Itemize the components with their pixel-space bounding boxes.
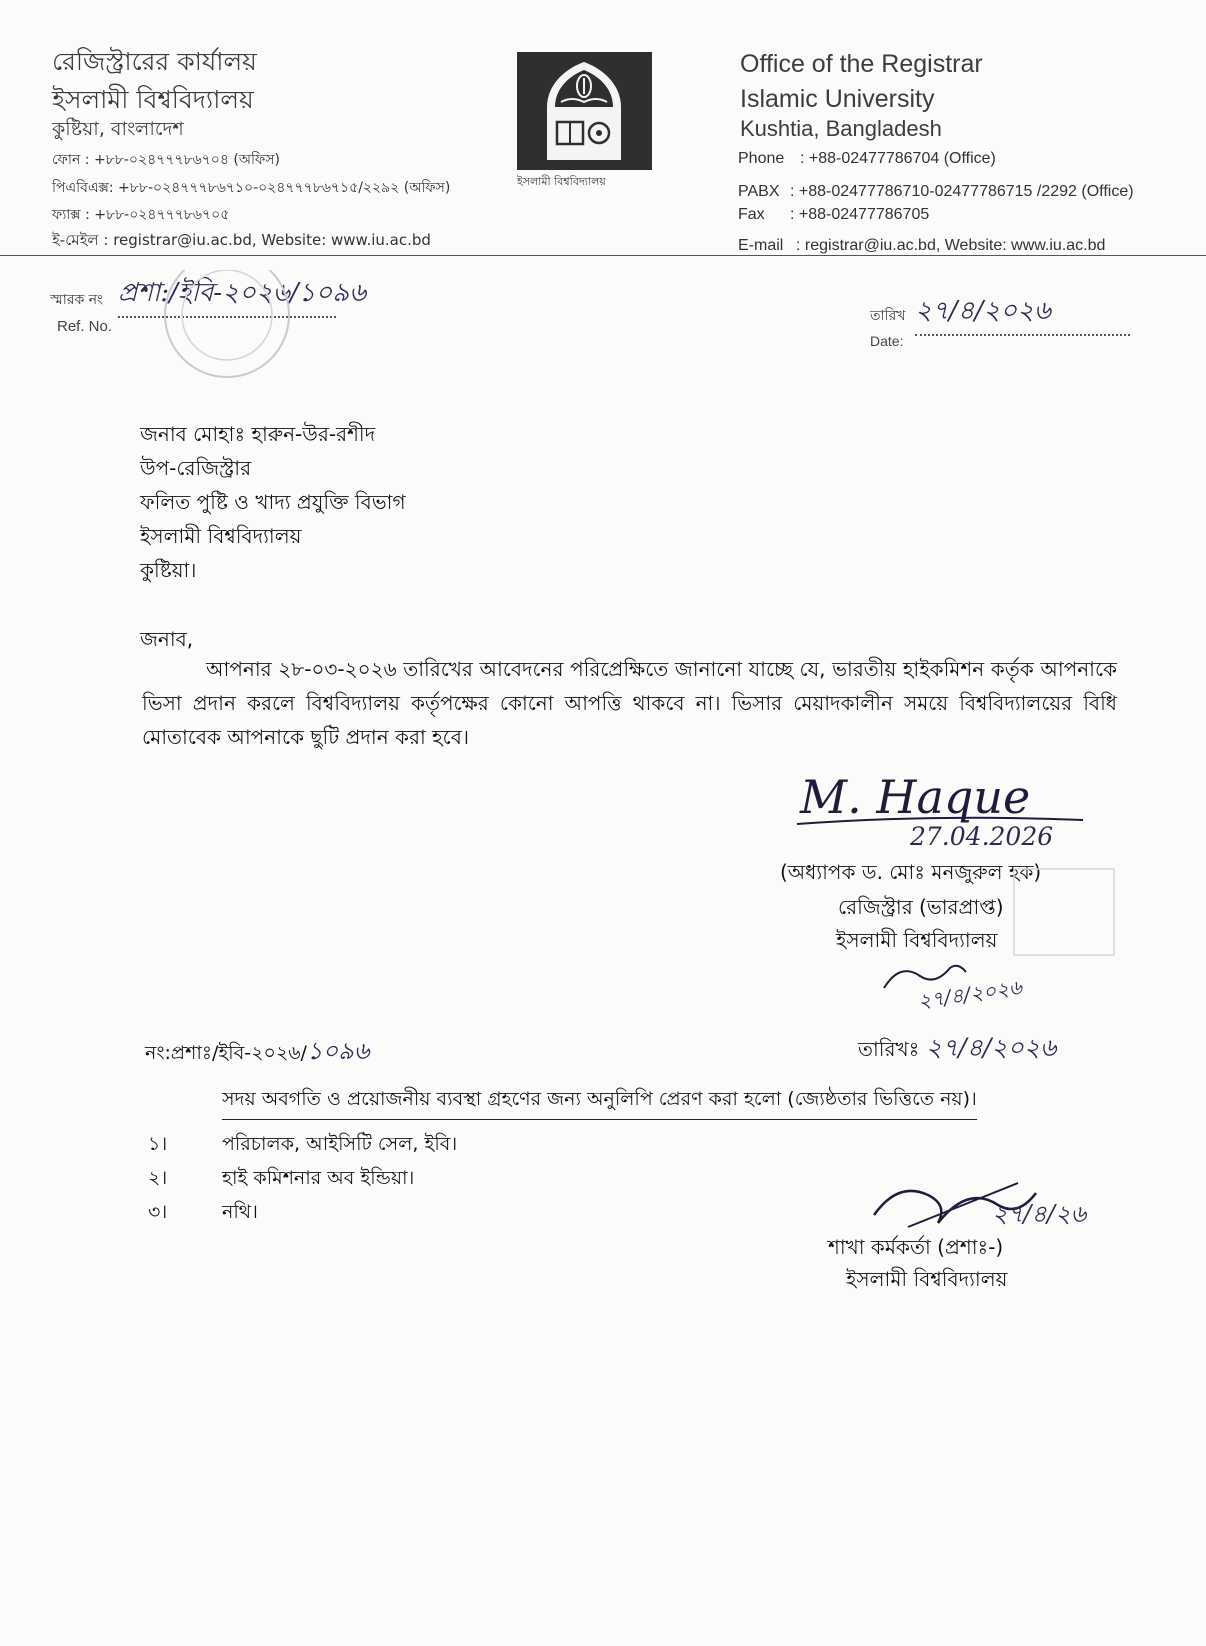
copy-ref-number: ১০৯৬ [306,1037,370,1065]
copy-item-3-num: ৩। [148,1201,168,1223]
registrar-signature-date: 27.04.2026 [910,822,1054,851]
initial-date: ২৭/৪/২০২৬ [916,974,1024,1014]
ref-label-en: Ref. No. [57,318,113,335]
copy-item-3-text: নথি। [222,1201,258,1223]
registrar-signature: M. Haque [800,770,1031,824]
header-bn-phone: ফোন : +৮৮-০২৪৭৭৭৮৬৭০৪ (অফিস) [52,152,280,168]
signatory-name: (অধ্যাপক ড. মোঃ মনজুরুল হক) [780,860,1042,884]
recipient-line-5: কুষ্টিয়া। [140,558,197,582]
header-en-phone [738,150,996,168]
header-bn-location: কুষ্টিয়া, বাংলাদেশ [52,118,184,140]
header-bn-email: ই-মেইল : registrar@iu.ac.bd, Website: www.iu.ac.bd [52,231,431,249]
email-value: : registrar@iu.ac.bd, Website: www.iu.ac.bd [796,237,1106,254]
phone-value: : +88-02477786704 (Office) [800,150,996,167]
university-logo [517,52,652,170]
email-label: E-mail [738,237,784,254]
ref-label-bn: স্মারক নং [50,292,104,308]
copy-note: সদয় অবগতি ও প্রয়োজনীয় ব্যবস্থা গ্রহণের জন্য অনুলিপি প্রেরণ করা হলো (জ্যেষ্ঠতার ভিত্তিতে নয়)। [222,1085,977,1120]
copy-ref-label: নং:প্রশাঃ/ইবি-২০২৬/ [145,1042,307,1064]
date-value: ২৭/৪/২০২৬ [915,290,1130,336]
copy-ref [145,1033,369,1073]
recipient-line-2: উপ-রেজিস্ট্রার [140,456,252,480]
copy-date-label: তারিখঃ [858,1037,920,1061]
recipient-line-1: জনাব মোহাঃ হারুন-উর-রশীদ [140,422,376,446]
copy-date [858,1028,1056,1071]
copy-item-1-num: ১। [148,1133,168,1155]
signatory-org: ইসলামী বিশ্ববিদ্যালয় [836,928,998,952]
copy-item-1-text: পরিচালক, আইসিটি সেল, ইবি। [222,1133,458,1155]
recipient-line-3: ফলিত পুষ্টি ও খাদ্য প্রযুক্তি বিভাগ [140,490,406,514]
copy-item-2-text: হাই কমিশনার অব ইন্ডিয়া। [222,1167,415,1189]
recipient-line-4: ইসলামী বিশ্ববিদ্যালয় [140,524,302,548]
copy-date-value: ২৭/৪/২০২৬ [925,1033,1057,1062]
copy-item-2-num: ২। [148,1167,168,1189]
header-bn-office: রেজিস্ট্রারের কার্যালয় [52,47,257,76]
phone-label: Phone [738,150,785,167]
signatory-title: রেজিস্ট্রার (ভারপ্রাপ্ত) [838,895,1004,919]
fax-label: Fax [738,206,765,223]
faint-seal-icon [152,270,307,380]
pabx-value: : +88-02477786710-02477786715 /2292 (Office) [790,183,1134,200]
section-officer-date: ২৭/৪/২৬ [992,1200,1087,1228]
faint-stamp-icon [1010,865,1120,960]
salutation: জনাব, [140,627,194,651]
date-label-bn: তারিখ [870,308,906,324]
date-label-en: Date: [870,333,904,349]
header-divider [0,255,1206,256]
logo-caption: ইসলামী বিশ্ববিদ্যালয় [517,175,606,188]
header-bn-fax: ফ্যাক্স : +৮৮-০২৪৭৭৭৮৬৭০৫ [52,207,230,223]
header-en-email [738,237,1105,255]
header-en-university: Islamic University [740,85,935,113]
section-officer-title: শাখা কর্মকর্তা (প্রশাঃ-) [828,1235,1004,1259]
header-en-location: Kushtia, Bangladesh [740,116,942,141]
pabx-label: PABX [738,183,780,200]
fax-value: : +88-02477786705 [790,206,930,223]
section-officer-org: ইসলামী বিশ্ববিদ্যালয় [846,1267,1008,1291]
header-bn-university: ইসলামী বিশ্ববিদ্যালয় [52,85,254,114]
university-emblem-icon [517,52,652,170]
ref-value: প্রশা:/ইবি-২০২৬/১০৯৬ [118,272,336,318]
header-en-office: Office of the Registrar [740,50,983,78]
letter-body: আপনার ২৮-০৩-২০২৬ তারিখের আবেদনের পরিপ্রেক্ষিতে জানানো যাচ্ছে যে, ভারতীয় হাইকমিশন কর্তৃক আপনাকে ভিসা প্রদান করলে বিশ্ববিদ্যালয় কর্তৃপক্ষের কোনো আপত্তি থাকবে না। ভিসার মেয়াদকালীন সময়ে বিশ্ববিদ্যালয়ের বিধি মোতাবেক আপনাকে ছুটি প্রদান করা হবে। [142,657,1117,749]
header-bn-pabx: পিএবিএক্স: +৮৮-০২৪৭৭৭৮৬৭১০-০২৪৭৭৭৮৬৭১৫/২২৯২ (অফিস) [52,180,451,196]
header-en-fax [738,206,929,224]
header-en-pabx [738,183,1134,201]
